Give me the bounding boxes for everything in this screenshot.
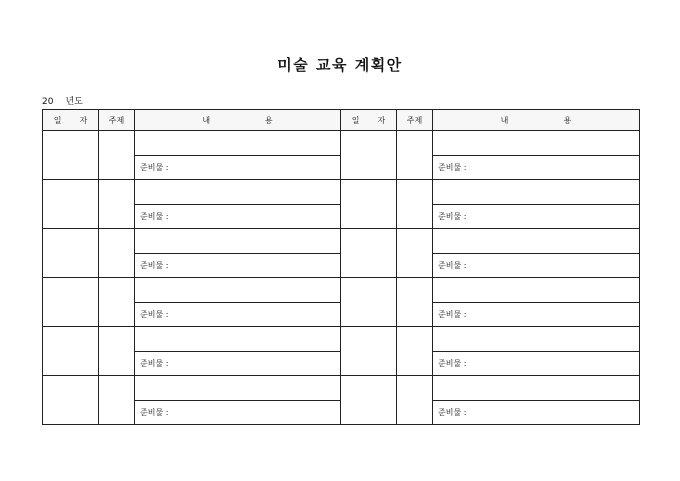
topic-cell[interactable]: [99, 180, 135, 229]
content-cell[interactable]: [135, 229, 341, 254]
prep-cell[interactable]: 준비물 :: [135, 303, 341, 327]
date-cell[interactable]: [341, 376, 397, 425]
prep-cell[interactable]: 준비물 :: [433, 303, 640, 327]
header-topic-right: 주제: [397, 110, 433, 131]
prep-cell[interactable]: 준비물 :: [433, 156, 640, 180]
prep-cell[interactable]: 준비물 :: [135, 401, 341, 425]
content-cell[interactable]: [135, 180, 341, 205]
date-cell[interactable]: [341, 278, 397, 327]
topic-cell[interactable]: [99, 327, 135, 376]
prep-cell[interactable]: 준비물 :: [135, 205, 341, 229]
year-suffix: 년도: [65, 97, 83, 107]
date-cell[interactable]: [43, 376, 99, 425]
prep-cell[interactable]: 준비물 :: [433, 205, 640, 229]
content-cell[interactable]: [433, 327, 640, 352]
plan-row: [43, 278, 640, 303]
topic-cell[interactable]: [99, 376, 135, 425]
topic-cell[interactable]: [99, 131, 135, 180]
content-cell[interactable]: [135, 376, 341, 401]
topic-cell[interactable]: [397, 131, 433, 180]
plan-row: [43, 327, 640, 352]
header-topic-left: 주제: [99, 110, 135, 131]
topic-cell[interactable]: [99, 278, 135, 327]
header-date-left: 일 자: [43, 110, 99, 131]
prep-cell[interactable]: 준비물 :: [135, 156, 341, 180]
content-cell[interactable]: [433, 229, 640, 254]
header-content-left: 내 용: [135, 110, 341, 131]
date-cell[interactable]: [43, 327, 99, 376]
content-cell[interactable]: [135, 131, 341, 156]
plan-table: [42, 109, 640, 425]
topic-cell[interactable]: [397, 180, 433, 229]
date-cell[interactable]: [341, 180, 397, 229]
prep-cell[interactable]: 준비물 :: [433, 401, 640, 425]
date-cell[interactable]: [43, 180, 99, 229]
topic-cell[interactable]: [397, 376, 433, 425]
content-cell[interactable]: [433, 376, 640, 401]
date-cell[interactable]: [341, 131, 397, 180]
content-cell[interactable]: [433, 278, 640, 303]
topic-cell[interactable]: [397, 278, 433, 327]
plan-row: [43, 229, 640, 254]
year-line: [42, 94, 83, 107]
topic-cell[interactable]: [397, 327, 433, 376]
topic-cell[interactable]: [99, 229, 135, 278]
year-prefix: 20: [42, 97, 54, 107]
content-cell[interactable]: [433, 131, 640, 156]
document-title: 미술 교육 계획안: [277, 56, 403, 74]
prep-cell[interactable]: 준비물 :: [433, 254, 640, 278]
content-cell[interactable]: [433, 180, 640, 205]
plan-row: [43, 131, 640, 156]
date-cell[interactable]: [341, 229, 397, 278]
header-row: [43, 110, 640, 131]
plan-row: [43, 376, 640, 401]
prep-cell[interactable]: 준비물 :: [135, 254, 341, 278]
content-cell[interactable]: [135, 278, 341, 303]
header-content-right: 내 용: [433, 110, 640, 131]
prep-cell[interactable]: 준비물 :: [135, 352, 341, 376]
date-cell[interactable]: [43, 229, 99, 278]
content-cell[interactable]: [135, 327, 341, 352]
date-cell[interactable]: [341, 327, 397, 376]
header-date-right: 일 자: [341, 110, 397, 131]
plan-row: [43, 180, 640, 205]
date-cell[interactable]: [43, 131, 99, 180]
topic-cell[interactable]: [397, 229, 433, 278]
date-cell[interactable]: [43, 278, 99, 327]
prep-cell[interactable]: 준비물 :: [433, 352, 640, 376]
